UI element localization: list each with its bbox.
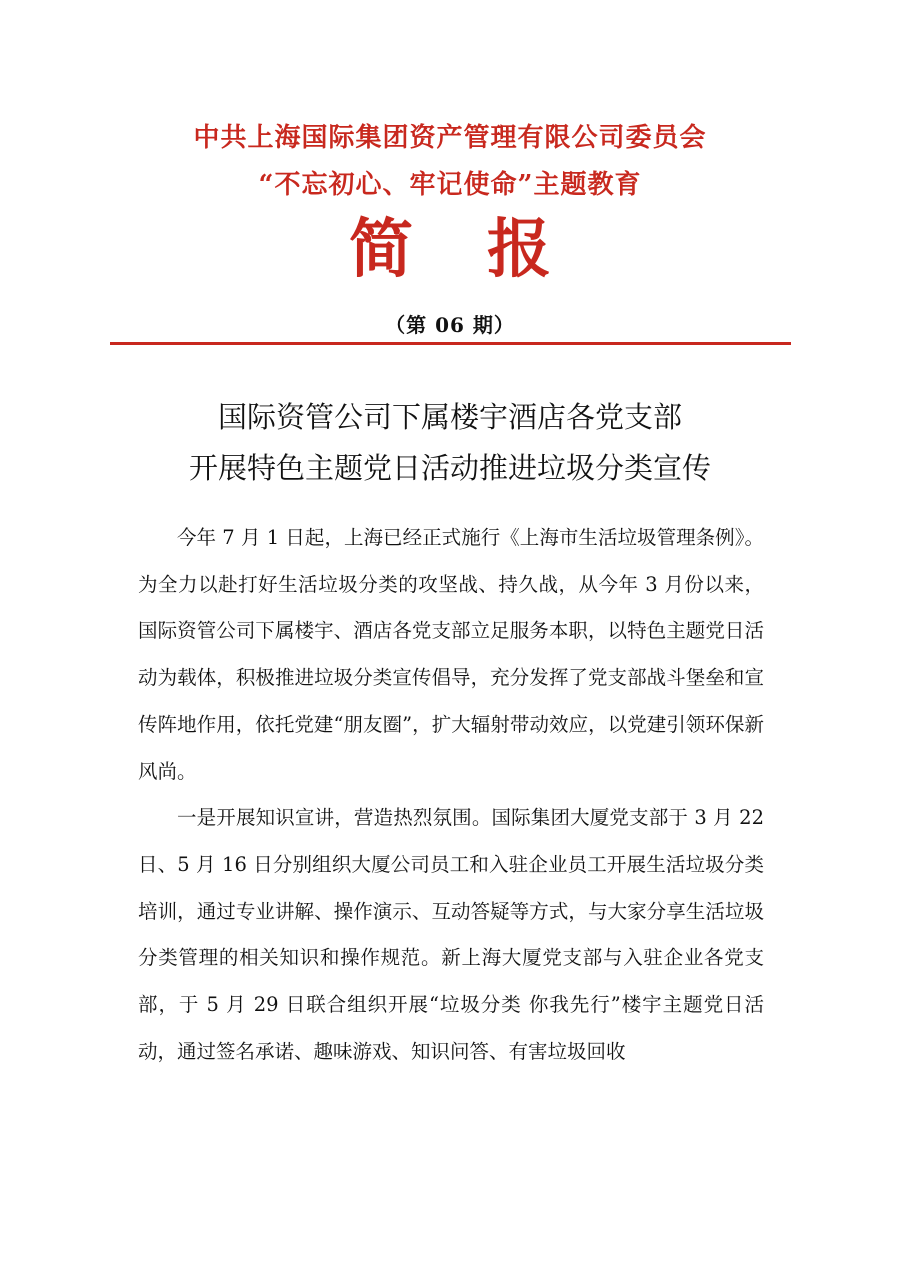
publication-title: 简报 xyxy=(349,212,625,287)
organization-heading: 中共上海国际集团资产管理有限公司委员会 xyxy=(193,123,707,153)
article-body xyxy=(138,515,764,1075)
article-title-line-2: 开展特色主题党日活动推进垃圾分类宣传 xyxy=(188,451,711,485)
header-divider xyxy=(110,342,791,345)
issue-number: （第 06 期） xyxy=(385,313,515,337)
article-title-line-1: 国际资管公司下属楼宇酒店各党支部 xyxy=(217,400,682,434)
theme-heading: “不忘初心、牢记使命”主题教育 xyxy=(258,170,642,200)
paragraph-knowledge: 一是开展知识宣讲，营造热烈氛围。国际集团大厦党支部于 3 月 22 日、5 月 16 日分别组织大厦公司员工和入驻企业员工开展生活垃圾分类培训，通过专业讲解、操作演示、互动答疑等方式，与大家分享生活垃圾分类管理的相关知识和操作规范。新上海大厦党支部与入驻企业各党支部，于 5 月 29 日联合组织开展“垃圾分类 你我先行”楼宇主题党日活动，通过签名承诺、趣味游戏、知识问答、有害垃圾回收 xyxy=(138,806,764,1063)
paragraph-intro: 今年 7 月 1 日起，上海已经正式施行《上海市生活垃圾管理条例》。为全力以赴打好生活垃圾分类的攻坚战、持久战，从今年 3 月份以来，国际资管公司下属楼宇、酒店各党支部立足服务本职，以特色主题党日活动为载体，积极推进垃圾分类宣传倡导，充分发挥了党支部战斗堡垒和宣传阵地作用，依托党建“朋友圈”，扩大辐射带动效应，以党建引领环保新风尚。 xyxy=(138,526,764,783)
